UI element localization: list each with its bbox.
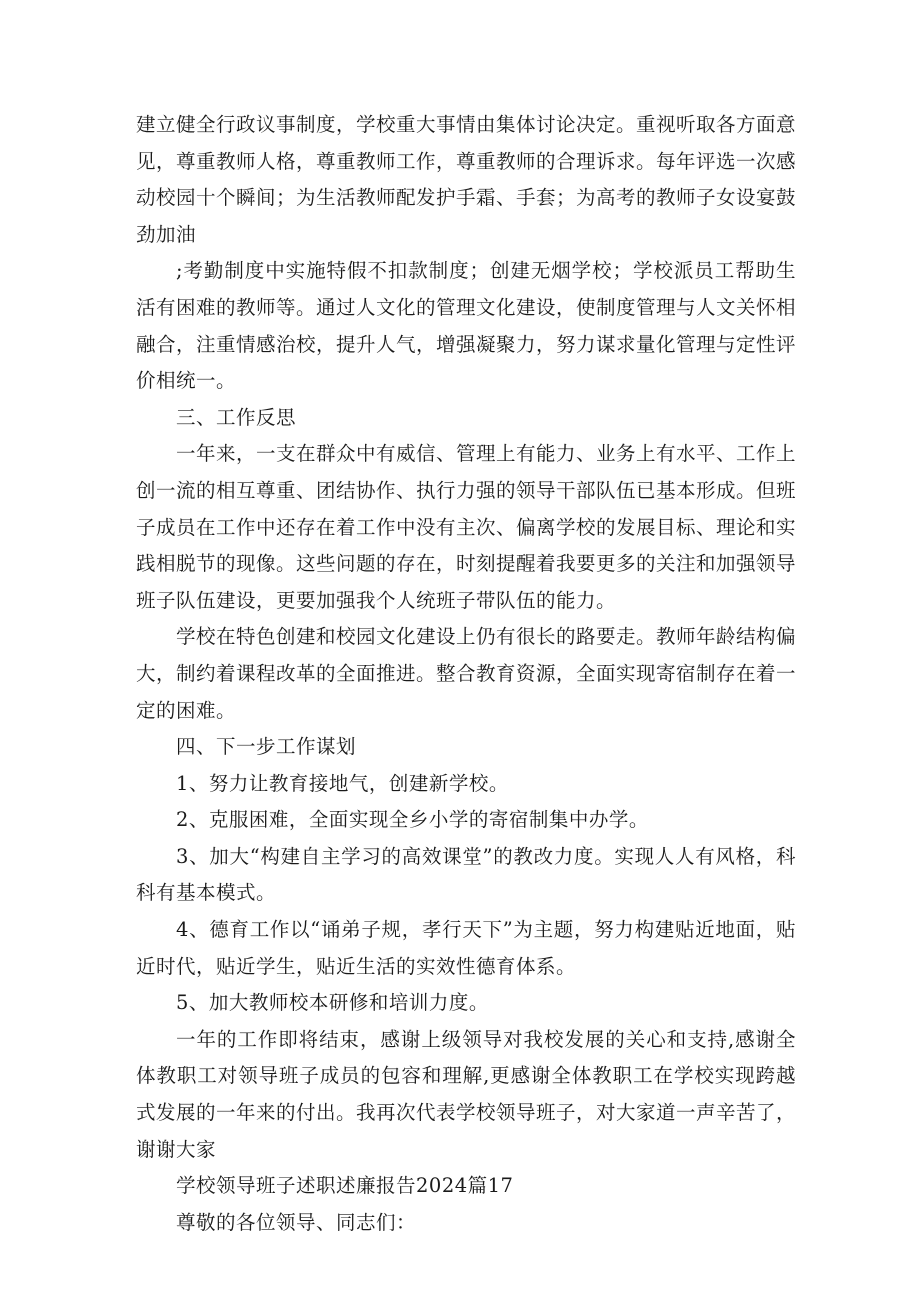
list-item-2: 2、克服困难，全面实现全乡小学的寄宿制集中办学。 <box>176 808 649 832</box>
paragraph-attendance-system: ;考勤制度中实施特假不扣款制度；创建无烟学校；学校派员工帮助生活有困难的教师等。通过人文化的管理文化建设，使制度管理与人文关怀相融合，注重情感治校，提升人气，增强凝聚力，努力谋求量化管理与定性评价相统一。 <box>136 259 797 393</box>
list-item-4: 4、德育工作以“诵弟子规，孝行天下”为主题，努力构建贴近地面，贴近时代，贴近学生，贴近生活的实效性德育体系。 <box>136 918 796 978</box>
section-heading-reflection: 三、工作反思 <box>176 405 297 429</box>
salutation: 尊敬的各位领导、同志们： <box>176 1210 417 1234</box>
paragraph-team-building: 一年来，一支在群众中有威信、管理上有能力、业务上有水平、工作上创一流的相互尊重、团结协作、执行力强的领导干部队伍已基本形成。但班子成员在工作中还存在着工作中没有主次、偏离学校的发展目标、理论和实践相脱节的现像。这些问题的存在，时刻提醒着我要更多的关注和加强领导班子队伍建设，更要加强我个人统班子带队伍的能力。 <box>136 442 797 612</box>
document-page <box>136 107 796 1241</box>
section-heading-next-steps: 四、下一步工作谋划 <box>176 735 357 759</box>
report-title: 学校领导班子述职述廉报告2024篇17 <box>176 1174 514 1198</box>
paragraph-admin-system: 建立健全行政议事制度，学校重大事情由集体讨论决定。重视听取各方面意见，尊重教师人格，尊重教师工作，尊重教师的合理诉求。每年评选一次感动校园十个瞬间；为生活教师配发护手霜、手套；为高考的教师子女设宴鼓劲加油 <box>136 113 797 246</box>
list-item-3: 3、加大“构建自主学习的高效课堂”的教改力度。实现人人有风格，科科有基本模式。 <box>136 844 796 905</box>
paragraph-closing-thanks: 一年的工作即将结束，感谢上级领导对我校发展的关心和支持,感谢全体教职工对领导班子成员的包容和理解,更感谢全体教职工在学校实现跨越式发展的一年来的付出。我再次代表学校领导班子，对大家道一声辛苦了，谢谢大家 <box>136 1027 797 1161</box>
list-item-5: 5、加大教师校本研修和培训力度。 <box>176 991 489 1015</box>
list-item-1: 1、努力让教育接地气，创建新学校。 <box>176 771 509 795</box>
paragraph-school-culture: 学校在特色创建和校园文化建设上仍有很长的路要走。教师年龄结构偏大，制约着课程改革的全面推进。整合教育资源，全面实现寄宿制存在着一定的困难。 <box>136 625 797 722</box>
